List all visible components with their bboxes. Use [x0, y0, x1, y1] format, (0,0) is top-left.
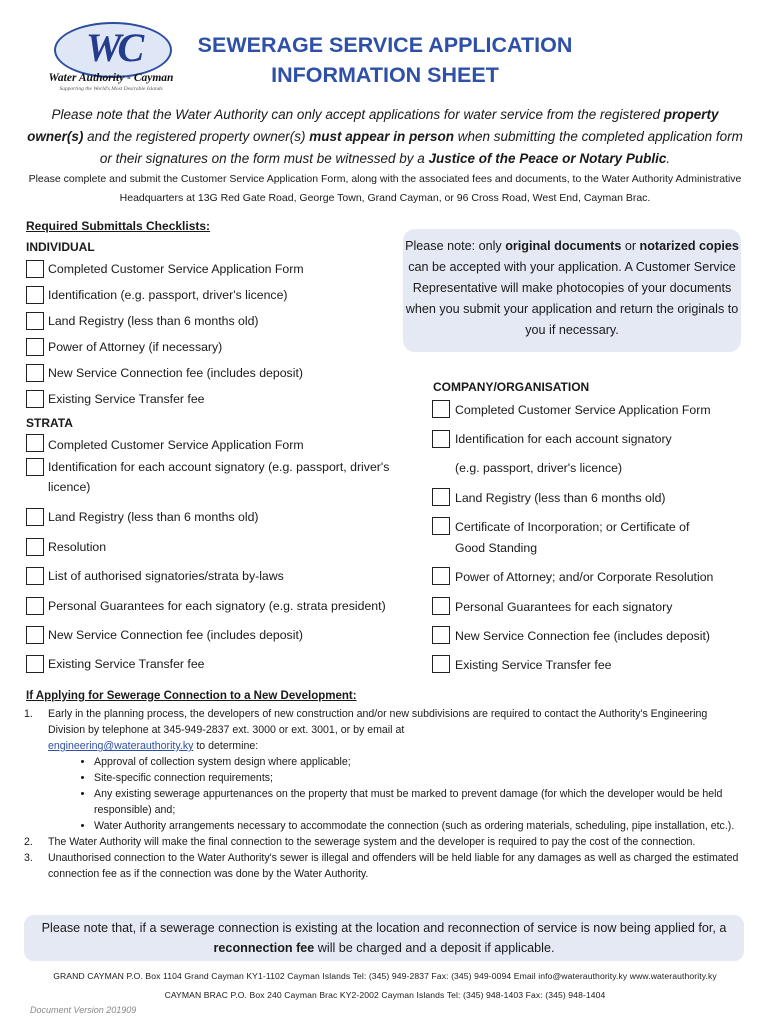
- company-heading: COMPANY/ORGANISATION: [433, 380, 590, 394]
- notice-bold-1: property owner(s): [27, 107, 719, 144]
- company-item-2-cont: (e.g. passport, driver's licence): [455, 461, 623, 475]
- engineering-email-link[interactable]: engineering@waterauthority.ky: [48, 740, 194, 752]
- development-item-1: [24, 706, 744, 834]
- development-item-3: [24, 850, 744, 882]
- company-item-7: New Service Connection fee (includes deposit): [455, 629, 710, 643]
- strata-item-2-cont: licence): [48, 480, 91, 494]
- logo-name: Water Authority - Cayman: [48, 72, 174, 84]
- notice-bold-2: must appear in person: [309, 129, 455, 144]
- individual-checkbox-5[interactable]: [26, 364, 44, 382]
- strata-checkbox-8[interactable]: [26, 655, 44, 673]
- footer-cayman-brac: CAYMAN BRAC P.O. Box 240 Cayman Brac KY2-2002 Cayman Islands Tel: (345) 948-1403 Fax: (345) 948-1404: [164, 990, 606, 1000]
- document-version: Document Version 201909: [30, 1005, 137, 1015]
- docs-note-bold-1: original documents: [505, 239, 622, 253]
- strata-checkbox-6[interactable]: [26, 597, 44, 615]
- reconnection-text-1: Please note that, if a sewerage connection is existing at the location and reconnection of service is now being applied for, a: [41, 921, 727, 935]
- item1-text-end: to determine:: [193, 740, 259, 752]
- notice-bold-3: Justice of the Peace or Notary Public: [428, 151, 667, 166]
- company-item-4: Certificate of Incorporation; or Certificate of: [455, 520, 690, 534]
- strata-item-7: New Service Connection fee (includes deposit): [48, 628, 303, 642]
- development-item-2-text: The Water Authority will make the final connection to the sewerage system and the developer is required to pay the cost of the connection.: [48, 836, 696, 848]
- page-title: [180, 30, 590, 90]
- logo-monogram: WC: [85, 25, 141, 70]
- company-item-2: Identification for each account signatory: [455, 432, 672, 446]
- title-line2: INFORMATION SHEET: [271, 63, 499, 87]
- strata-checkbox-7[interactable]: [26, 626, 44, 644]
- notice-text-2: and the registered property owner(s): [83, 129, 310, 144]
- company-checkbox-4[interactable]: [432, 517, 450, 535]
- development-heading: If Applying for Sewerage Connection to a New Development:: [26, 690, 357, 702]
- strata-item-2: Identification for each account signatory (e.g. passport, driver's: [48, 460, 390, 474]
- notice-text-3: when submitting the completed application form or their signatures on the form must be witnessed by a: [99, 129, 743, 166]
- item1-text: Early in the planning process, the developers of new construction and/or new subdivisions are required to contact the Authority's Engineering Division by telephone at 345-949-2837 ext. 3000 or ext. 3001, or by email at: [48, 708, 708, 736]
- individual-checkbox-3[interactable]: [26, 312, 44, 330]
- development-item-3-text: Unauthorised connection to the Water Authority's sewer is illegal and offenders will be held liable for any damages as well as charged the estimated connection fee as if the connection was done by the Water Authority.: [48, 852, 739, 880]
- development-bullets: [48, 754, 744, 834]
- checklists-heading: Required Submittals Checklists:: [26, 219, 211, 233]
- company-checkbox-5[interactable]: [432, 567, 450, 585]
- individual-checkbox-6[interactable]: [26, 390, 44, 408]
- new-development-section: [24, 688, 744, 882]
- strata-item-3: Land Registry (less than 6 months old): [48, 510, 259, 524]
- list-item: • Site-specific connection requirements;: [94, 770, 744, 786]
- strata-item-5: List of authorised signatories/strata by-laws: [48, 569, 284, 583]
- logo-tagline: Supporting the World's Most Desirable Islands: [59, 86, 163, 92]
- submission-instructions: Please complete and submit the Customer Service Application Form, along with the associated fees and documents, to the Water Authority Administrative Headquarters at 13G Red Gate Road, George Town, Grand Cayman, or 96 Cross Road, West End, Cayman Brac.: [28, 173, 742, 204]
- water-authority-logo: [36, 20, 186, 92]
- docs-note-text-3: can be accepted with your application. A Customer Service Representative will make photocopies of your documents when you submit your application and return the originals to you if necessary.: [405, 260, 739, 337]
- individual-item-1: Completed Customer Service Application Form: [48, 262, 304, 276]
- company-checkbox-8[interactable]: [432, 655, 450, 673]
- strata-checkbox-2[interactable]: [26, 458, 44, 476]
- footer-grand-cayman: GRAND CAYMAN P.O. Box 1104 Grand Cayman KY1-1102 Cayman Islands Tel: (345) 949-2837 Fax: (345) 949-0094 Email info@waterauthority.ky www.waterauthority.ky: [53, 971, 717, 981]
- company-item-5: Power of Attorney; and/or Corporate Resolution: [455, 570, 714, 584]
- list-item: • Water Authority arrangements necessary to accommodate the connection (such as ordering materials, scheduling, pipe installation, etc.).: [94, 818, 744, 834]
- individual-checkbox-4[interactable]: [26, 338, 44, 356]
- company-checkbox-2[interactable]: [432, 430, 450, 448]
- individual-item-3: Land Registry (less than 6 months old): [48, 314, 259, 328]
- individual-checkbox-2[interactable]: [26, 286, 44, 304]
- list-item: • Approval of collection system design where applicable;: [94, 754, 744, 770]
- ownership-notice: [22, 104, 748, 170]
- notice-text-4: .: [666, 151, 671, 166]
- docs-note-bold-2: notarized copies: [639, 239, 739, 253]
- company-item-8: Existing Service Transfer fee: [455, 658, 612, 672]
- company-item-4-cont: Good Standing: [455, 541, 538, 555]
- item-number: 1.: [24, 708, 33, 720]
- docs-note-text-2: or: [621, 239, 640, 253]
- development-item-2: [24, 834, 744, 850]
- individual-checkbox-1[interactable]: [26, 260, 44, 278]
- development-item-1-text: [48, 706, 744, 834]
- title-line1: SEWERAGE SERVICE APPLICATION: [197, 33, 573, 57]
- list-item: • Any existing sewerage appurtenances on the property that must be marked to prevent damage (for which the developer would be held responsible) and;: [94, 786, 744, 818]
- individual-item-2: Identification (e.g. passport, driver's licence): [48, 288, 288, 302]
- notice-text-1: Please note that the Water Authority can only accept applications for water service from the registered: [51, 107, 664, 122]
- company-checkbox-6[interactable]: [432, 597, 450, 615]
- company-checkbox-7[interactable]: [432, 626, 450, 644]
- individual-item-4: Power of Attorney (if necessary): [48, 340, 223, 354]
- individual-heading: INDIVIDUAL: [26, 240, 95, 254]
- item-number: 3.: [24, 852, 33, 864]
- company-checkbox-1[interactable]: [432, 400, 450, 418]
- docs-note-text-1: Please note: only: [405, 239, 506, 253]
- strata-item-6: Personal Guarantees for each signatory (e.g. strata president): [48, 599, 386, 613]
- reconnection-text-2: will be charged and a deposit if applicable.: [314, 941, 555, 955]
- strata-item-1: Completed Customer Service Application Form: [48, 438, 304, 452]
- strata-checkbox-1[interactable]: [26, 434, 44, 452]
- strata-checkbox-3[interactable]: [26, 508, 44, 526]
- strata-heading: STRATA: [26, 416, 73, 430]
- company-item-1: Completed Customer Service Application Form: [455, 403, 711, 417]
- strata-item-4: Resolution: [48, 540, 107, 554]
- reconnection-fee-note: [24, 915, 744, 961]
- company-item-3: Land Registry (less than 6 months old): [455, 491, 666, 505]
- company-item-6: Personal Guarantees for each signatory: [455, 600, 673, 614]
- individual-item-5: New Service Connection fee (includes deposit): [48, 366, 303, 380]
- item-number: 2.: [24, 836, 33, 848]
- company-checkbox-3[interactable]: [432, 488, 450, 506]
- strata-checkbox-4[interactable]: [26, 538, 44, 556]
- original-documents-note: [403, 229, 741, 352]
- strata-item-8: Existing Service Transfer fee: [48, 657, 205, 671]
- reconnection-bold: reconnection fee: [213, 941, 315, 955]
- individual-item-6: Existing Service Transfer fee: [48, 392, 205, 406]
- strata-checkbox-5[interactable]: [26, 567, 44, 585]
